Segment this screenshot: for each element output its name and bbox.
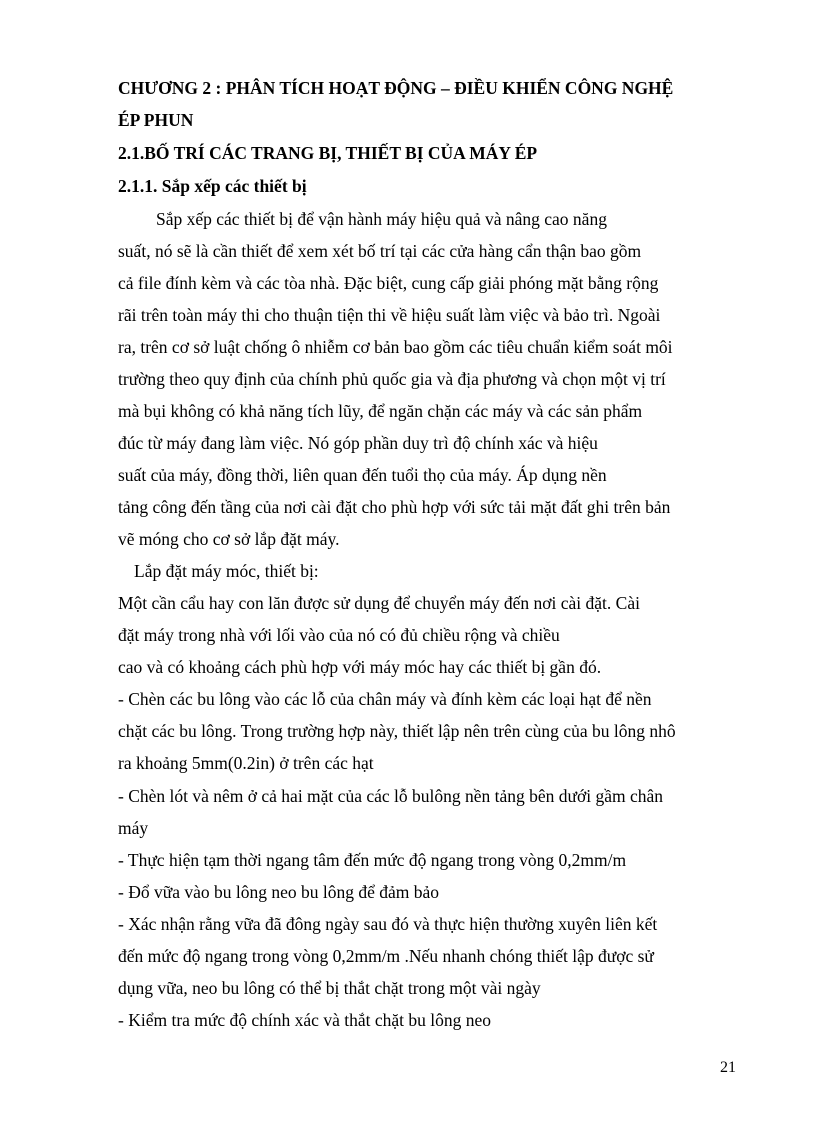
paragraph-line: vẽ móng cho cơ sở lắp đặt máy. <box>118 529 340 549</box>
section-title: 2.1.BỐ TRÍ CÁC TRANG BỊ, THIẾT BỊ CỦA MÁY ÉP <box>118 143 538 163</box>
subsection-title: 2.1.1. Sắp xếp các thiết bị <box>118 176 307 196</box>
paragraph-line: chặt các bu lông. Trong trường hợp này, thiết lập nên trên cùng của bu lông nhô <box>118 721 676 741</box>
page-number: 21 <box>720 1059 736 1076</box>
paragraph-line: rãi trên toàn máy thi cho thuận tiện thi về hiệu suất làm việc và bảo trì. Ngoài <box>118 305 661 325</box>
paragraph-line: Sắp xếp các thiết bị để vận hành máy hiệu quả và nâng cao năng <box>156 209 607 229</box>
installation-heading: Lắp đặt máy móc, thiết bị: <box>134 561 319 581</box>
paragraph-line: cao và có khoảng cách phù hợp với máy móc hay các thiết bị gần đó. <box>118 657 602 677</box>
paragraph-line: ra khoảng 5mm(0.2in) ở trên các hạt <box>118 753 374 773</box>
paragraph-line: trường theo quy định của chính phủ quốc gia và địa phương và chọn một vị trí <box>118 369 666 389</box>
paragraph-line: cả file đính kèm và các tòa nhà. Đặc biệt, cung cấp giải phóng mặt bằng rộng <box>118 273 659 293</box>
paragraph-line: Một cần cẩu hay con lăn được sử dụng để chuyển máy đến nơi cài đặt. Cài <box>118 593 640 613</box>
list-item: - Chèn các bu lông vào các lỗ của chân máy và đính kèm các loại hạt để nền <box>118 689 652 709</box>
paragraph-line: mà bụi không có khả năng tích lũy, để ngăn chặn các máy và các sản phẩm <box>118 401 643 421</box>
list-item: - Kiểm tra mức độ chính xác và thắt chặt bu lông neo <box>118 1010 491 1030</box>
paragraph-line: suất của máy, đồng thời, liên quan đến tuổi thọ của máy. Áp dụng nền <box>118 465 607 485</box>
chapter-title-line-1: CHƯƠNG 2 : PHÂN TÍCH HOẠT ĐỘNG – ĐIỀU KHIỂN CÔNG NGHỆ <box>118 78 674 98</box>
list-item: - Thực hiện tạm thời ngang tâm đến mức độ ngang trong vòng 0,2mm/m <box>118 850 627 870</box>
paragraph-line: máy <box>118 818 149 838</box>
paragraph-line: dụng vữa, neo bu lông có thể bị thắt chặt trong một vài ngày <box>118 978 541 998</box>
paragraph-line: suất, nó sẽ là cần thiết để xem xét bố trí tại các cửa hàng cẩn thận bao gồm <box>118 241 642 261</box>
chapter-title-line-2: ÉP PHUN <box>118 110 194 130</box>
paragraph-line: đúc từ máy đang làm việc. Nó góp phần duy trì độ chính xác và hiệu <box>118 433 598 453</box>
paragraph-line: ra, trên cơ sở luật chống ô nhiễm cơ bản bao gồm các tiêu chuẩn kiểm soát môi <box>118 337 673 357</box>
paragraph-line: đặt máy trong nhà với lối vào của nó có đủ chiều rộng và chiều <box>118 625 560 645</box>
paragraph-line: tảng công đến tầng của nơi cài đặt cho phù hợp với sức tải mặt đất ghi trên bản <box>118 497 671 517</box>
list-item: - Chèn lót và nêm ở cả hai mặt của các lỗ bulông nền tảng bên dưới gầm chân <box>118 786 664 806</box>
list-item: - Đổ vữa vào bu lông neo bu lông để đảm bảo <box>118 882 440 902</box>
paragraph-line: đến mức độ ngang trong vòng 0,2mm/m .Nếu nhanh chóng thiết lập được sử <box>118 946 654 966</box>
list-item: - Xác nhận rằng vữa đã đông ngày sau đó và thực hiện thường xuyên liên kết <box>118 914 658 934</box>
